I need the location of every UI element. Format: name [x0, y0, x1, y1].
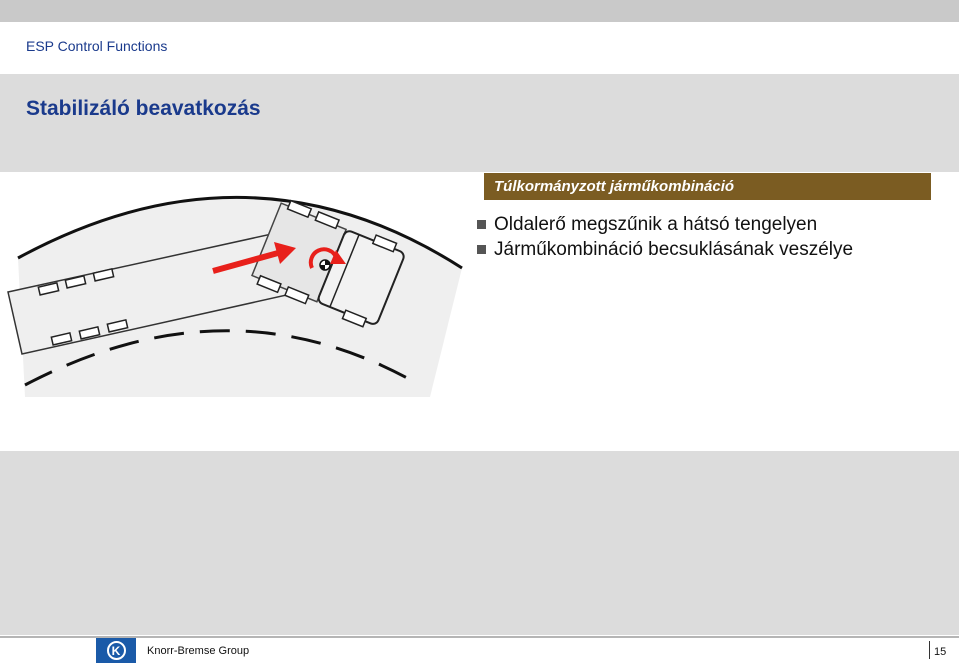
subheading-bar: Túlkormányzott járműkombináció [484, 173, 931, 200]
company-name: Knorr-Bremse Group [147, 645, 250, 657]
bullet-item [477, 237, 853, 262]
footer [0, 635, 959, 665]
bottom-band [0, 451, 959, 635]
logo-letter: K [107, 641, 126, 660]
bullet-list [477, 212, 853, 262]
bullet-item [477, 212, 853, 237]
title-band [0, 74, 959, 172]
page-number-separator [929, 641, 930, 659]
footer-divider [0, 636, 959, 638]
bullet-square-icon [477, 220, 486, 229]
header-title: ESP Control Functions [26, 38, 168, 54]
vehicle-diagram [0, 172, 480, 397]
bullet-text: Oldalerő megszűnik a hátsó tengelyen [494, 213, 818, 235]
top-strip [0, 0, 959, 22]
bullet-text: Járműkombináció becsuklásának veszélye [494, 238, 854, 260]
bullet-square-icon [477, 245, 486, 254]
page-title: Stabilizáló beavatkozás [26, 97, 261, 120]
page-number: 15 [934, 646, 947, 658]
knorr-bremse-logo-icon [96, 638, 136, 663]
